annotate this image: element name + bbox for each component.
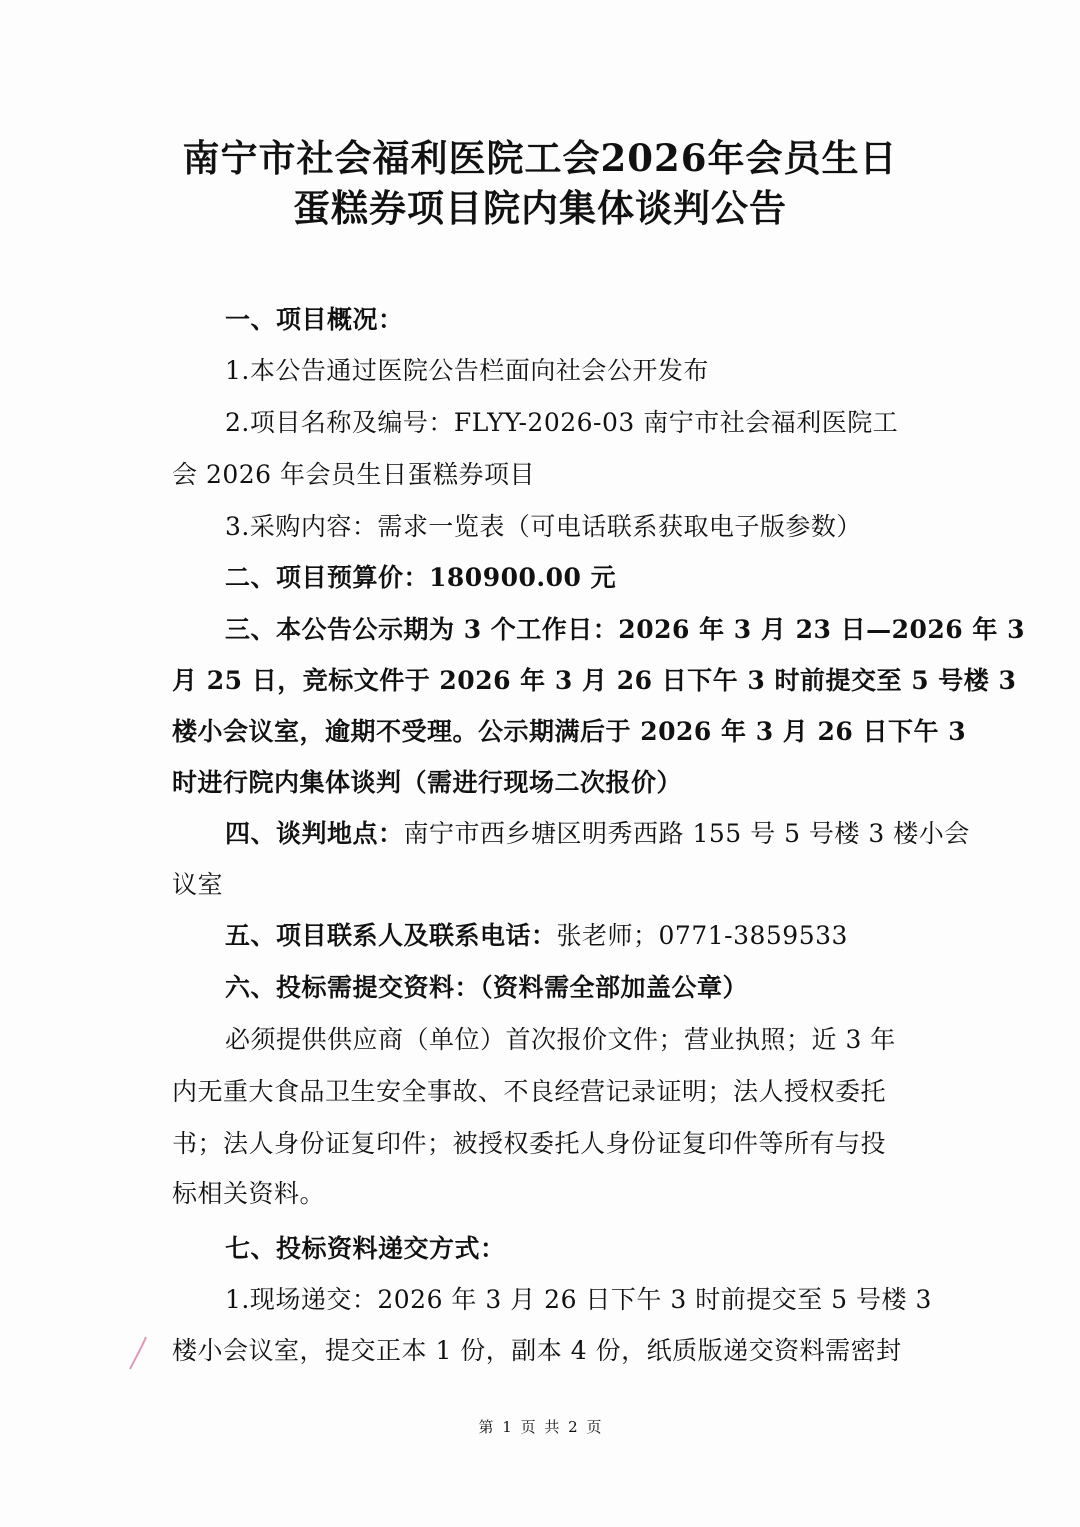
document-title-line-2: 蛋糕券项目院内集体谈判公告: [293, 186, 787, 230]
contact-line: [225, 923, 848, 948]
budget-value: 180900.00 元: [429, 563, 617, 592]
section-heading-overview: 一、项目概况：: [225, 305, 404, 334]
document-title-line-1: 南宁市社会福利医院工会2026年会员生日: [182, 136, 898, 180]
budget-line: [225, 565, 616, 590]
section-heading-location: 四、谈判地点：: [225, 819, 404, 848]
notice-period-line-1: 三、本公告公示期为 3 个工作日：2026 年 3 月 23 日—2026 年 3: [225, 615, 1025, 644]
page-footer: 第 1 页 共 2 页: [478, 1418, 602, 1436]
submission-item-1: 1.现场递交：2026 年 3 月 26 日下午 3 时前提交至 5 号楼 3: [225, 1285, 932, 1314]
notice-period-line-2: 月 25 日，竞标文件于 2026 年 3 月 26 日下午 3 时前提交至 5 号楼 3: [172, 666, 1017, 695]
overview-item-1: 1.本公告通过医院公告栏面向社会公开发布: [225, 356, 709, 385]
overview-item-2-cont: 会 2026 年会员生日蛋糕券项目: [172, 460, 536, 489]
notice-period-line-4: 时进行院内集体谈判（需进行现场二次报价）: [172, 768, 683, 797]
notice-period-line-3: 楼小会议室，逾期不受理。公示期满后于 2026 年 3 月 26 日下午 3: [172, 717, 967, 746]
location-line-cont: 议室: [172, 870, 224, 899]
overview-item-3: 3.采购内容：需求一览表（可电话联系获取电子版参数）: [225, 512, 862, 541]
overview-item-2: 2.项目名称及编号：FLYY-2026-03 南宁市社会福利医院工: [225, 408, 899, 437]
location-line: [225, 821, 970, 846]
documents-text-line-4: 标相关资料。: [172, 1179, 326, 1208]
section-heading-contact: 五、项目联系人及联系电话：: [225, 921, 557, 950]
section-heading-submission: 七、投标资料递交方式：: [225, 1234, 506, 1263]
location-value: 南宁市西乡塘区明秀西路 155 号 5 号楼 3 楼小会: [403, 819, 970, 848]
documents-text-line-3: 书；法人身份证复印件；被授权委托人身份证复印件等所有与投: [172, 1129, 887, 1158]
pen-stroke-mark: [126, 1335, 150, 1371]
contact-value: 张老师；0771-3859533: [556, 921, 848, 950]
section-heading-budget: 二、项目预算价：: [225, 563, 430, 592]
submission-item-1-cont: 楼小会议室，提交正本 1 份，副本 4 份，纸质版递交资料需密封: [172, 1336, 902, 1365]
documents-text-line-2: 内无重大食品卫生安全事故、不良经营记录证明；法人授权委托: [172, 1077, 887, 1106]
documents-text-line-1: 必须提供供应商（单位）首次报价文件；营业执照；近 3 年: [225, 1025, 896, 1054]
section-heading-documents: 六、投标需提交资料：（资料需全部加盖公章）: [225, 973, 749, 1002]
